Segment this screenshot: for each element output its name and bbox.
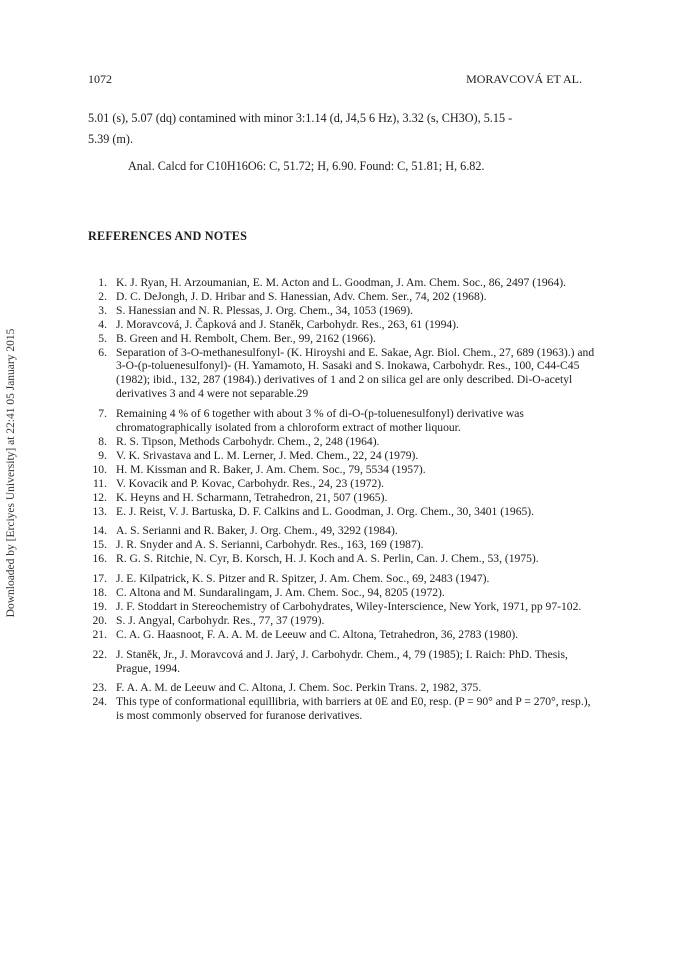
reference-number: 6. [98,345,107,359]
nmr-data-line: 5.01 (s), 5.07 (dq) contamined with minor 3:1.14 (d, J4,5 6 Hz), 3.32 (s, CH3O), 5.15 - [88,111,513,125]
reference-text: J. Staněk, Jr., J. Moravcová and J. Jarý, J. Carbohydr. Chem., 4, 79 (1985); I. Raich: PhD. Thesis, Prague, 1994. [116,647,568,675]
reference-text: J. E. Kilpatrick, K. S. Pitzer and R. Spitzer, J. Am. Chem. Soc., 69, 2483 (1947). [116,572,490,586]
reference-number: 3. [98,303,107,317]
reference-number: 15. [92,538,107,552]
reference-number: 10. [92,462,107,476]
reference-item [88,505,596,519]
references-heading: REFERENCES AND NOTES [88,229,248,243]
download-sidebar [4,320,18,625]
reference-text: This type of conformational equillibria, with barriers at 0E and E0, resp. (P = 90° and P = 270°, resp.), is most commonly observed for furanose derivatives. [116,695,591,723]
reference-list [88,276,596,723]
reference-text: Separation of 3-O-methanesulfonyl- (K. Hiroyshi and E. Sakae, Agr. Biol. Chem., 27, 689 (1963).) and 3-O-(p-toluenesulfonyl)- (H. Yamamoto, H. Sasaki and S. Inokawa, Carbohydr. Res., 100, C44-C45 (1982); ibid., 132, 287 (1984).) derivatives of 1 and 2 on silica gel are only described. Di-O-acetyl derivatives 3 and 4 were not separable.29 [116,345,595,401]
reference-item [88,552,596,566]
reference-text: J. F. Stoddart in Stereochemistry of Carbohydrates, Wiley-Interscience, New York, 1971, pp 97-102. [116,599,582,613]
reference-text: R. S. Tipson, Methods Carbohydr. Chem., 2, 248 (1964). [116,434,380,448]
reference-item [88,435,596,449]
reference-item [88,346,596,402]
reference-number: 5. [98,331,107,345]
running-head: MORAVCOVÁ ET AL. [466,72,582,86]
reference-number: 12. [92,490,107,504]
reference-number: 14. [92,524,107,538]
reference-text: V. K. Srivastava and L. M. Lerner, J. Med. Chem., 22, 24 (1979). [116,448,419,462]
reference-item [88,290,596,304]
reference-item [88,407,596,435]
reference-text: E. J. Reist, V. J. Bartuska, D. F. Calkins and L. Goodman, J. Org. Chem., 30, 3401 (1965). [116,504,535,518]
reference-item [88,524,596,538]
reference-item [88,695,596,723]
reference-text: S. J. Angyal, Carbohydr. Res., 77, 37 (1979). [116,613,325,627]
reference-text: Remaining 4 % of 6 together with about 3 % of di-O-(p-toluenesulfonyl) derivative was chromatographically isolated from a chloroform extract of mother liquour. [116,407,524,435]
reference-text: V. Kovacik and P. Kovac, Carbohydr. Res., 24, 23 (1972). [116,476,385,490]
reference-text: F. A. A. M. de Leeuw and C. Altona, J. Chem. Soc. Perkin Trans. 2, 1982, 375. [116,681,482,695]
reference-text: H. M. Kissman and R. Baker, J. Am. Chem. Soc., 79, 5534 (1957). [116,462,426,476]
reference-item [88,477,596,491]
reference-text: B. Green and H. Rembolt, Chem. Ber., 99, 2162 (1966). [116,331,376,345]
reference-item [88,463,596,477]
reference-number: 11. [92,476,107,490]
reference-item [88,600,596,614]
reference-text: J. Moravcová, J. Čapková and J. Staněk, Carbohydr. Res., 263, 61 (1994). [116,317,459,331]
reference-item [88,332,596,346]
reference-item [88,572,596,586]
reference-item [88,614,596,628]
reference-item [88,538,596,552]
reference-text: K. Heyns and H. Scharmann, Tetrahedron, 21, 507 (1965). [116,490,388,504]
download-note: Downloaded by [Erciyes University] at 22:41 05 January 2015 [5,328,17,617]
reference-number: 8. [98,434,107,448]
reference-number: 9. [98,448,107,462]
reference-text: D. C. DeJongh, J. D. Hribar and S. Hanessian, Adv. Chem. Ser., 74, 202 (1968). [116,289,487,303]
reference-number: 7. [98,407,107,421]
reference-text: K. J. Ryan, H. Arzoumanian, E. M. Acton and L. Goodman, J. Am. Chem. Soc., 86, 2497 (1964). [116,276,567,289]
reference-item [88,586,596,600]
reference-text: J. R. Snyder and A. S. Serianni, Carbohydr. Res., 163, 169 (1987). [116,538,424,552]
reference-text: C. A. G. Haasnoot, F. A. A. M. de Leeuw and C. Altona, Tetrahedron, 36, 2783 (1980). [116,627,519,641]
reference-item [88,318,596,332]
experimental-text [88,108,592,177]
reference-number: 4. [98,317,107,331]
reference-text: S. Hanessian and N. R. Plessas, J. Org. Chem., 34, 1053 (1969). [116,303,414,317]
reference-number: 16. [92,552,107,566]
reference-number: 18. [92,586,107,600]
reference-item [88,491,596,505]
reference-number: 1. [98,276,107,289]
page-number: 1072 [88,72,112,86]
reference-item [88,681,596,695]
reference-item [88,449,596,463]
reference-number: 23. [92,681,107,695]
reference-number: 20. [92,613,107,627]
reference-number: 21. [92,627,107,641]
reference-text: R. G. S. Ritchie, N. Cyr, B. Korsch, H. J. Koch and A. S. Perlin, Can. J. Chem., 53, (1975). [116,552,539,566]
reference-number: 2. [98,289,107,303]
elemental-analysis: Anal. Calcd for C10H16O6: C, 51.72; H, 6.90. Found: C, 51.81; H, 6.82. [128,159,485,173]
reference-item [88,648,596,676]
reference-text: C. Altona and M. Sundaralingam, J. Am. Chem. Soc., 94, 8205 (1972). [116,586,445,600]
reference-number: 13. [92,504,107,518]
reference-number: 22. [92,647,107,661]
reference-item [88,276,596,290]
reference-text: A. S. Serianni and R. Baker, J. Org. Chem., 49, 3292 (1984). [116,524,398,538]
reference-number: 17. [92,572,107,586]
reference-item [88,304,596,318]
reference-number: 24. [92,695,107,709]
reference-number: 19. [92,599,107,613]
nmr-data-line: 5.39 (m). [88,132,134,146]
reference-item [88,628,596,642]
